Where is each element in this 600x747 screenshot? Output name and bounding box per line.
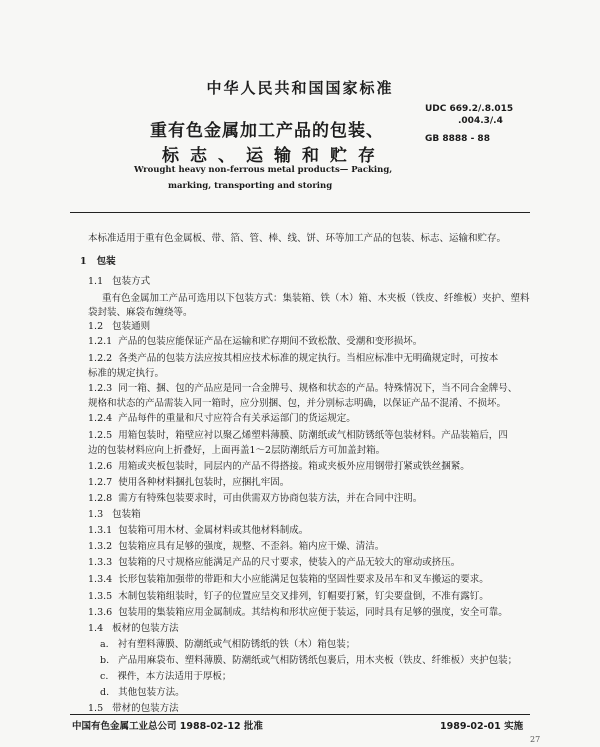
clause-number: 1.2.5 [88, 430, 113, 441]
clause-1-2-1 [88, 335, 422, 348]
section-number: 1.1 [88, 276, 104, 287]
clause-1-2-3 [88, 382, 517, 395]
clause-number: 1.2.7 [88, 477, 113, 488]
section-1-1-heading [88, 275, 150, 288]
clause-1-3-3 [88, 556, 460, 569]
footer-divider [70, 714, 530, 715]
list-item-text: 其他包装方法。 [118, 687, 185, 698]
clause-text: 同一箱、捆、包的产品应是同一合金牌号、规格和状态的产品。特殊情况下，当不同合金牌号、 [118, 383, 518, 394]
section-title: 带材的包装方法 [112, 703, 179, 714]
section-number: 1.4 [88, 623, 104, 634]
document-title-line-1: 重有色金属加工产品的包装、 [150, 121, 384, 141]
clause-text: 产品的包装应能保证产品在运输和贮存期间不致松散、受潮和变形损坏。 [118, 336, 423, 347]
list-item [100, 686, 185, 699]
section-title: 包装通则 [112, 321, 151, 332]
section-1-4-heading [88, 622, 179, 635]
clause-text: 各类产品的包装方法应按其相应技术标准的规定执行。当相应标准中无明确规定时，可按本 [118, 353, 499, 364]
section-1-3-heading [88, 508, 141, 521]
list-item [100, 670, 231, 683]
section-number: 1.2 [88, 321, 104, 332]
clause-text: 使用各种材料捆扎包装时，应捆扎牢固。 [118, 477, 290, 488]
clause-text: 用箱或夹板包装时，同层内的产品不得搭接。箱或夹板外应用钢带打紧或铁丝捆紧。 [118, 461, 470, 472]
section-1-1-line-2: 袋封装、麻袋布缠绕等。 [88, 307, 193, 318]
standard-type-header: 中华人民共和国国家标准 [206, 79, 394, 97]
clause-number: 1.3.1 [88, 525, 113, 536]
section-title: 板材的包装方法 [112, 623, 179, 634]
clause-1-2-5-continued: 边的包装材料应向上折叠好，上面再盖1～2层防潮纸后方可加盖封箱。 [88, 445, 386, 456]
list-item-label: c. [100, 671, 109, 682]
clause-number: 1.3.3 [88, 557, 113, 568]
clause-number: 1.2.6 [88, 461, 113, 472]
clause-number: 1.2.3 [88, 383, 113, 394]
clause-1-2-6 [88, 460, 470, 473]
english-title-line-2: marking, transporting and storing [168, 181, 333, 191]
clause-text: 长形包装箱加强带的带距和大小应能满足包装箱的坚固性要求及吊车和叉车搬运的要求。 [118, 574, 489, 585]
clause-text: 产品每件的重量和尺寸应符合有关承运部门的货运规定。 [118, 413, 356, 424]
implementation-date: 1989-02-01 实施 [440, 721, 524, 732]
clause-1-2-7 [88, 476, 289, 489]
clause-text: 包装箱可用木材、金属材料或其他材料制成。 [118, 525, 309, 536]
clause-1-2-8 [88, 492, 422, 505]
section-1-2-heading [88, 320, 150, 333]
udc-code-continued: .004.3/.4 [458, 116, 503, 126]
section-title: 包装方式 [112, 276, 151, 287]
page-number: 27 [530, 735, 541, 744]
clause-number: 1.3.2 [88, 541, 113, 552]
clause-1-2-2 [88, 352, 498, 365]
clause-number: 1.2.8 [88, 493, 113, 504]
scope-paragraph: 本标准适用于重有色金属板、带、箔、管、棒、线、饼、环等加工产品的包装、标志、运输和贮存。 [88, 233, 507, 244]
clause-text: 需方有特殊包装要求时，可由供需双方协商包装方法，并在合同中注明。 [118, 493, 423, 504]
section-title: 包装 [96, 256, 116, 267]
approval-line: 中国有色金属工业总公司 1988-02-12 批准 [72, 721, 263, 732]
section-title: 包装箱 [112, 509, 141, 520]
clause-text: 包装用的集装箱应用金属制成。其结构和形状应便于装运，同时具有足够的强度，安全可靠。 [118, 607, 508, 618]
clause-number: 1.3.6 [88, 607, 113, 618]
list-item-text: 裸件，本方法适用于厚板； [117, 671, 232, 682]
clause-1-2-5 [88, 429, 508, 442]
gb-standard-code: GB 8888 - 88 [425, 134, 490, 144]
clause-number: 1.2.1 [88, 336, 113, 347]
clause-number: 1.2.2 [88, 353, 113, 364]
clause-1-3-1 [88, 524, 308, 537]
udc-code: UDC 669.2/.8.015 [425, 104, 514, 114]
clause-number: 1.2.4 [88, 413, 113, 424]
list-item-label: d. [100, 687, 110, 698]
clause-number: 1.3.5 [88, 591, 113, 602]
clause-1-3-6 [88, 606, 508, 619]
section-number: 1.3 [88, 509, 104, 520]
list-item [100, 638, 355, 651]
clause-1-3-4 [88, 573, 489, 586]
clause-text: 包装箱的尺寸规格应能满足产品的尺寸要求，使装入的产品无较大的窜动或挤压。 [118, 557, 461, 568]
clause-1-2-2-continued: 标准的规定执行。 [88, 368, 165, 379]
clause-number: 1.3.4 [88, 574, 113, 585]
list-item [100, 654, 517, 667]
list-item-label: b. [100, 655, 110, 666]
clause-1-3-5 [88, 590, 489, 603]
section-1-heading [80, 255, 116, 268]
document-title-line-2: 标志、运输和贮存 [162, 146, 386, 166]
section-1-1-line-1: 重有色金属加工产品可选用以下包装方式：集装箱、铁（木）箱、木夹板（铁皮、纤维板）夹护、塑料 [102, 293, 530, 304]
clause-text: 木制包装箱组装时，钉子的位置应呈交叉排列，钉帽要打紧，钉尖要盘倒，不准有露钉。 [118, 591, 489, 602]
clause-1-3-2 [88, 540, 384, 553]
list-item-label: a. [100, 639, 109, 650]
list-item-text: 衬有塑料薄膜、防潮纸或气相防锈纸的铁（木）箱包装； [117, 639, 356, 650]
clause-1-2-4 [88, 412, 356, 425]
header-divider [70, 212, 530, 213]
clause-text: 用箱包装时，箱壁应衬以聚乙烯塑料薄膜、防潮纸或气相防锈纸等包装材料。产品装箱后，四 [118, 430, 508, 441]
clause-1-2-3-continued: 规格和状态的产品需装入同一箱时，应分别捆、包，并分别标志明确，以保证产品不混淆、不损坏。 [88, 398, 507, 409]
clause-text: 包装箱应具有足够的强度，规整、不歪斜。箱内应干燥、清洁。 [118, 541, 385, 552]
section-number: 1.5 [88, 703, 104, 714]
section-number: 1 [80, 256, 87, 267]
list-item-text: 产品用麻袋布、塑料薄膜、防潮纸或气相防锈纸包裹后，用木夹板（铁皮、纤维板）夹护包装； [118, 655, 518, 666]
english-title-line-1: Wrought heavy non-ferrous metal products— Packing, [134, 165, 393, 175]
